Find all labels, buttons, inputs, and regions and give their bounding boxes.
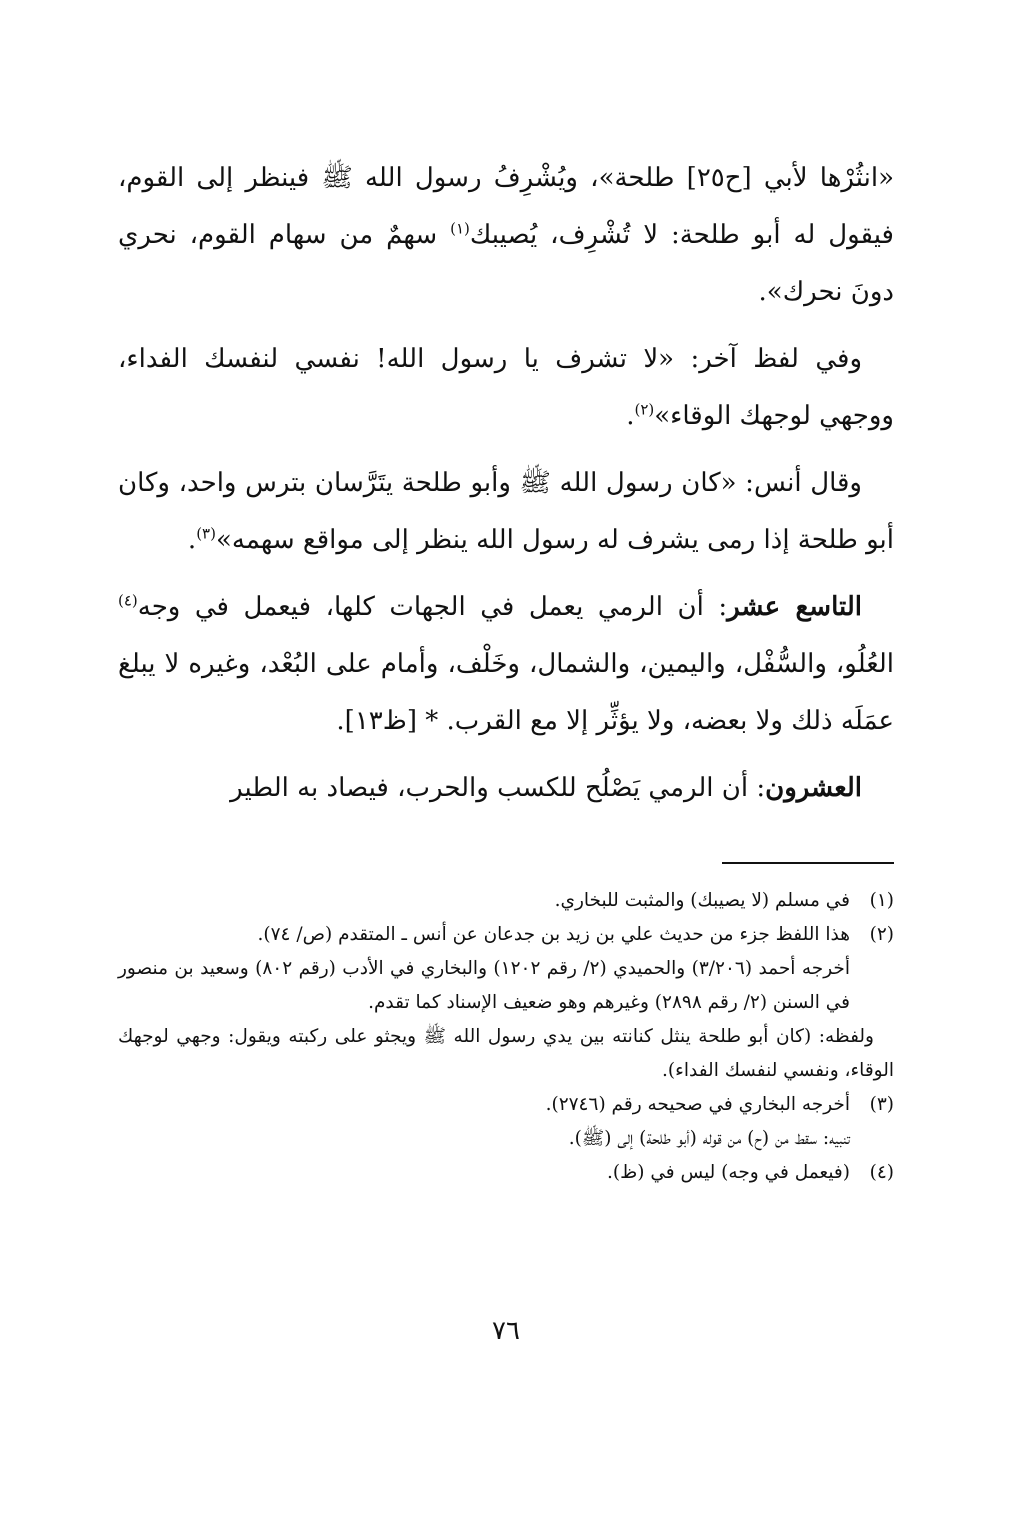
main-text xyxy=(118,150,894,817)
footnote-3 xyxy=(118,1088,894,1122)
footnote-separator xyxy=(722,862,894,864)
section-heading-nineteenth: التاسع عشر xyxy=(727,592,862,622)
footnote-2-continuation: أخرجه أحمد (٣/٢٠٦) والحميدي (٢/ رقم ١٢٠٢) والبخاري في الأدب (رقم ٨٠٢) وسعيد بن منصور في السنن (٢/ رقم ٢٨٩٨) وغيرهم وهو ضعيف الإسناد كما تقدم. xyxy=(118,958,850,1013)
paragraph-3-text-a: وقال أنس: «كان رسول الله ﷺ وأبو طلحة يتَرَّسان بترس واحد، وكان أبو طلحة إذا رمى يشرف له رسول الله ينظر إلى مواقع سهمه» xyxy=(118,468,894,555)
paragraph-2 xyxy=(118,331,894,445)
footnote-text: (فيعمل في وجه) ليس في (ظ). xyxy=(607,1162,850,1183)
footnote-number: (٣) xyxy=(869,1094,894,1115)
footnote-number: (٢) xyxy=(869,924,894,945)
footnote-number: (٤) xyxy=(869,1162,894,1183)
paragraph-4 xyxy=(118,579,894,750)
footnote-number: (١) xyxy=(869,890,894,911)
footnote-4 xyxy=(118,1156,894,1190)
footnote-1 xyxy=(118,884,894,918)
paragraph-4-text-a: : أن الرمي يعمل في الجهات كلها، فيعمل في وجه xyxy=(137,592,728,622)
paragraph-3 xyxy=(118,455,894,569)
section-heading-twentieth: العشرون xyxy=(765,773,862,803)
paragraph-1-text-a: «انثُرْها لأبي [ح٢٥] طلحة»، ويُشْرِفُ رسول الله ﷺ فينظر إلى القوم، فيقول له أبو طلحة: لا تُشْرِف، يُصيبك xyxy=(118,163,894,250)
footnote-text: هذا اللفظ جزء من حديث علي بن زيد بن جدعان عن أنس ـ المتقدم (ص/ ٧٤). xyxy=(257,924,850,945)
footnote-text: في مسلم (لا يصيبك) والمثبت للبخاري. xyxy=(554,890,850,911)
footnote-text: أخرجه البخاري في صحيحه رقم (٢٧٤٦). xyxy=(545,1094,850,1115)
footnotes xyxy=(118,884,894,1190)
paragraph-5-text: : أن الرمي يَصْلُح للكسب والحرب، فيصاد به الطير xyxy=(230,773,766,803)
paragraph-1-text-b: سهمٌ من سهام القوم، نحري دونَ نحرك». xyxy=(118,220,894,307)
footnote-2 xyxy=(118,918,894,952)
book-page xyxy=(118,150,894,1490)
paragraph-1 xyxy=(118,150,894,321)
footnote-ref-2[interactable]: (٢) xyxy=(634,400,655,419)
paragraph-3-text-b: . xyxy=(187,525,197,555)
footnote-3-note: تنبيه: سقط من (ح) من قوله (أبو طلحة) إلى (ﷺ). xyxy=(568,1128,850,1149)
footnote-ref-1[interactable]: (١) xyxy=(450,219,470,238)
footnote-ref-3[interactable]: (٣) xyxy=(196,524,216,543)
paragraph-5 xyxy=(118,760,894,817)
paragraph-4-text-b: العُلُو، والسُّفْل، واليمين، والشمال، وخَلْف، وأمام على البُعْد، وغيره لا يبلغ عمَلَه ذلك ولا بعضه، ولا يؤثِّر إلا مع القرب. * [ظ١٣]. xyxy=(118,649,894,736)
footnote-2-wording: ولفظه: (كان أبو طلحة ينثل كنانته بين يدي رسول الله ﷺ ويجثو على ركبته ويقول: وجهي لوجهك الوقاء، ونفسي لنفسك الفداء). xyxy=(118,1026,894,1081)
page-number: ٧٦ xyxy=(492,1316,520,1346)
paragraph-2-text-a: وفي لفظ آخر: «لا تشرف يا رسول الله! نفسي لنفسك الفداء، ووجهي لوجهك الوقاء» xyxy=(118,344,894,431)
footnote-ref-4[interactable]: (٤) xyxy=(118,591,138,610)
paragraph-2-text-b: . xyxy=(626,401,635,431)
